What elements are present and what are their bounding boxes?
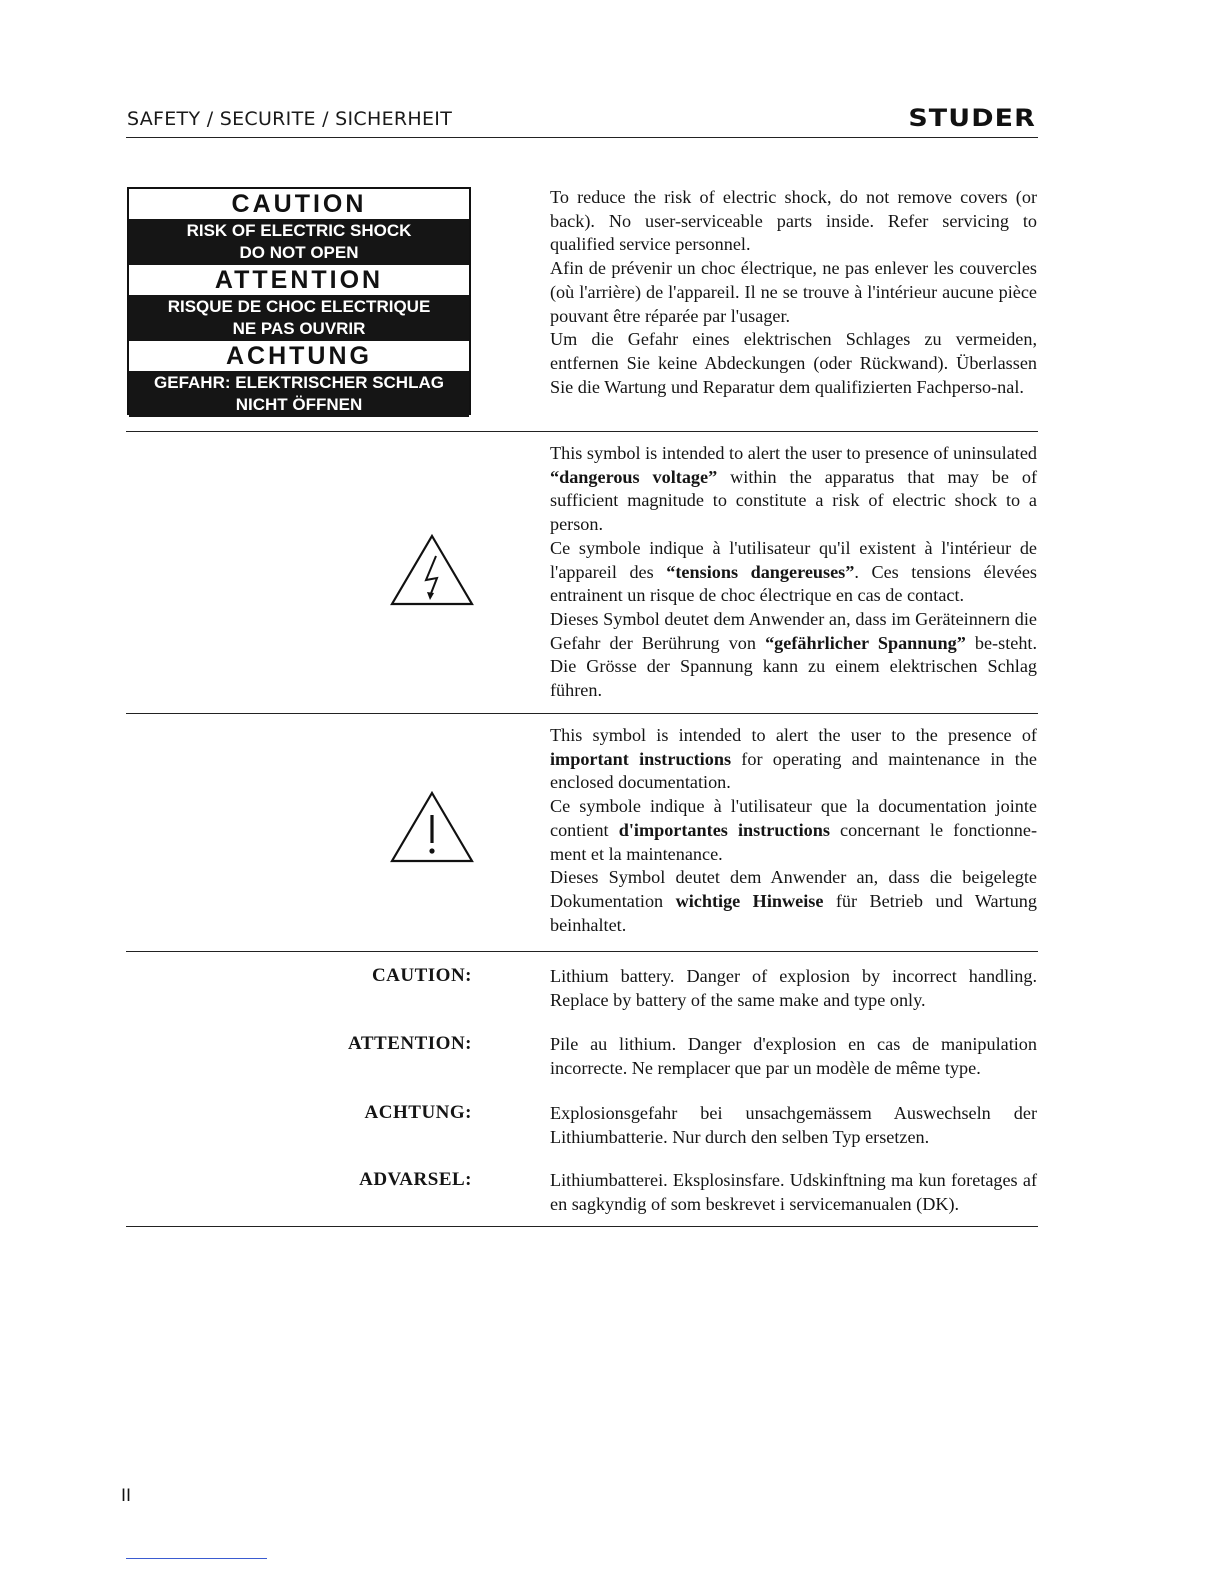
attention-line: RISQUE DE CHOC ELECTRIQUE bbox=[167, 297, 431, 316]
voltage-de: Dieses Symbol deutet dem Anwender an, dass im Geräteinnern die Gefahr der Berührung von “gefährlicher Spannung” be-steht. Die Grösse der Spannung kann zu einem elektrischen Schlag führen. bbox=[550, 608, 1038, 701]
attention-heading: ATTENTION bbox=[214, 266, 384, 294]
page-header-title: SAFETY / SECURITE / SICHERHEIT bbox=[127, 108, 453, 130]
section-divider bbox=[126, 1226, 1038, 1227]
caution-warning-block bbox=[129, 219, 469, 265]
caution-line: RISK OF ELECTRIC SHOCK bbox=[186, 221, 412, 240]
instruction-fr: Ce symbole indique à l'utilisateur que la documentation jointe contient d'importantes instructions concernant le fonctionne-ment et la maintenance. bbox=[550, 796, 1038, 864]
page-number: II bbox=[121, 1486, 132, 1506]
high-voltage-warning-icon bbox=[390, 534, 474, 606]
footer-rule bbox=[126, 1558, 267, 1559]
battery-warning-label: ATTENTION: bbox=[348, 1033, 472, 1054]
voltage-en: This symbol is intended to alert the user to presence of uninsulated “dangerous voltage” within the apparatus that may be of sufficient magnitude to constitute a risk of electric shock to a person. bbox=[550, 443, 1038, 535]
voltage-fr: Ce symbole indique à l'utilisateur qu'il existent à l'intérieur de l'appareil des “tensions dangereuses”. Ces tensions élevées entrainent un risque de choc électrique en cas de contact. bbox=[550, 537, 1037, 606]
section-divider bbox=[126, 713, 1038, 714]
battery-warning-label: ACHTUNG: bbox=[364, 1102, 472, 1123]
intro-de: Um die Gefahr eines elektrischen Schlages zu vermeiden, entfernen Sie keine Abdeckungen (oder Rückwand). Überlassen Sie die Wartung und Reparatur dem qualifizierten Fachperso-nal. bbox=[550, 329, 1037, 397]
achtung-heading: ACHTUNG bbox=[226, 342, 372, 370]
battery-warning-label: CAUTION: bbox=[371, 965, 472, 986]
instruction-en: This symbol is intended to alert the user to the presence of important instructions for operating and maintenance in the enclosed documentation. bbox=[550, 725, 1038, 793]
intro-fr: Afin de prévenir un choc électrique, ne pas enlever les couvercles (où l'arrière) de l'appareil. Il ne se trouve à l'intérieur aucune pièce pouvant être réparée par l'usager. bbox=[550, 258, 1037, 326]
attention-line: NE PAS OUVRIR bbox=[232, 319, 366, 338]
header-divider bbox=[126, 137, 1038, 138]
achtung-warning-block bbox=[129, 371, 469, 417]
intro-paragraph bbox=[550, 186, 1037, 399]
battery-warning-text: Lithium battery. Danger of explosion by incorrect handling. Replace by battery of the same make and type only. bbox=[550, 966, 1037, 1010]
brand-logo: STUDER bbox=[908, 104, 1036, 132]
battery-warning-text: Explosionsgefahr bei unsachgemässem Auswechseln der Lithiumbatterie. Nur durch den selben Typ ersetzen. bbox=[550, 1103, 1037, 1147]
caution-line: DO NOT OPEN bbox=[239, 243, 359, 262]
instruction-symbol-text bbox=[550, 724, 1037, 937]
intro-en: To reduce the risk of electric shock, do not remove covers (or back). No user-serviceable parts inside. Refer servicing to qualified service personnel. bbox=[550, 187, 1037, 255]
caution-label-box bbox=[127, 187, 471, 415]
section-divider bbox=[126, 431, 1038, 432]
achtung-line: GEFAHR: ELEKTRISCHER SCHLAG bbox=[154, 373, 444, 392]
caution-heading: CAUTION bbox=[231, 190, 367, 218]
voltage-symbol-text bbox=[550, 442, 1037, 703]
battery-warning-text: Lithiumbatterei. Eksplosinsfare. Udskinftning ma kun foretages af en sagkyndig of som beskrevet i servicemanualen (DK). bbox=[550, 1170, 1037, 1214]
instruction-de: Dieses Symbol deutet dem Anwender an, dass die beigelegte Dokumentation wichtige Hinweise für Betrieb und Wartung beinhaltet. bbox=[550, 867, 1037, 935]
attention-warning-block bbox=[129, 295, 469, 341]
battery-warning-text: Pile au lithium. Danger d'explosion en cas de manipulation incorrecte. Ne remplacer que par un modèle de même type. bbox=[550, 1034, 1037, 1078]
exclamation-warning-icon bbox=[390, 791, 474, 863]
achtung-line: NICHT ÖFFNEN bbox=[235, 395, 363, 414]
section-divider bbox=[126, 951, 1038, 952]
battery-warning-label: ADVARSEL: bbox=[359, 1169, 472, 1190]
